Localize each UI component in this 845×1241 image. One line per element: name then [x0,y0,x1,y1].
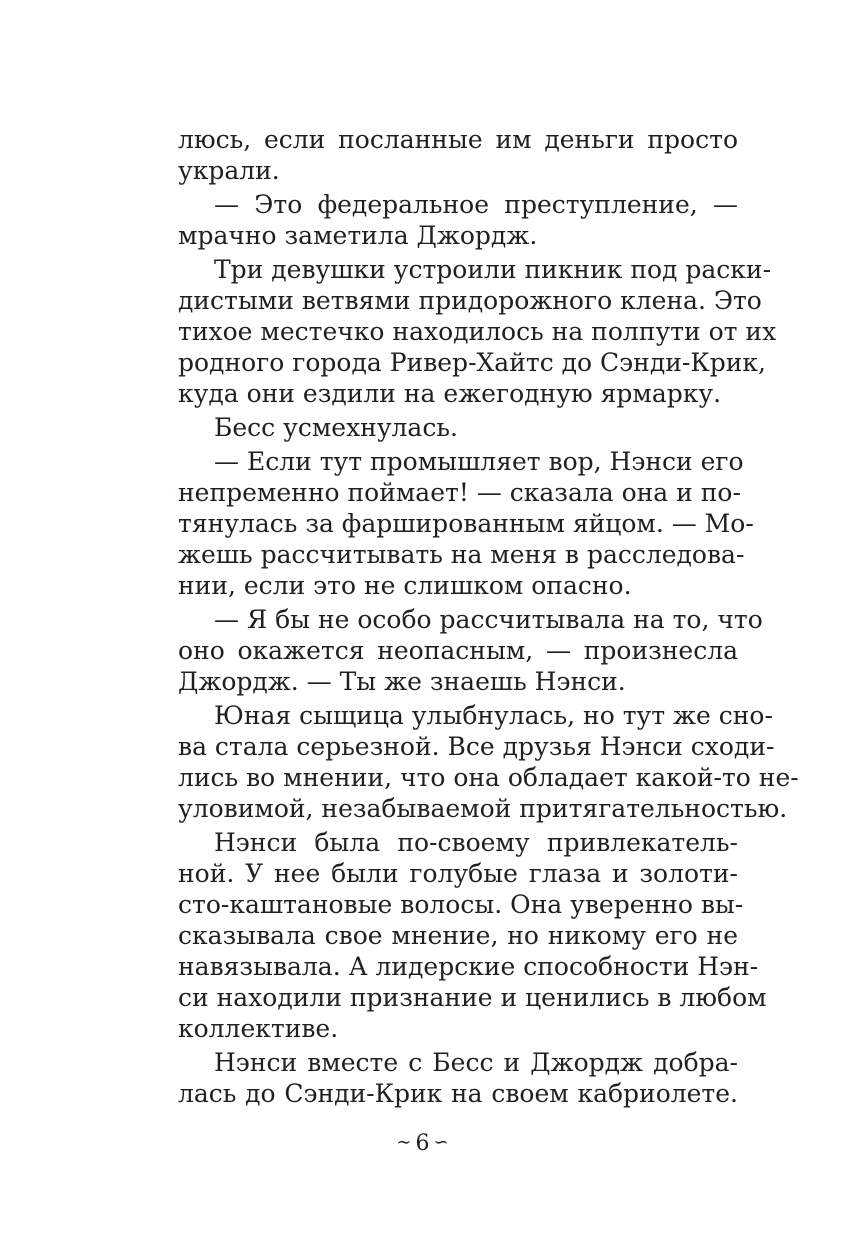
text-line: Нэнси была по-своему привлекатель- [214,828,738,857]
text-line: дистыми ветвями придорожного клена. Это [178,286,762,315]
text-line: родного города Ривер-Хайтс до Сэнди-Крик, [178,348,766,377]
text-line: ва стала серьезной. Все друзья Нэнси сходи- [178,732,775,761]
paragraph [178,1047,738,1109]
right-ornament: ∽ [433,1132,449,1153]
paragraph [178,446,754,601]
text-line: лась до Сэнди-Крик на своем кабриолете. [178,1079,738,1108]
body-text [178,124,799,1109]
text-line: си находили признание и ценились в любом [178,983,767,1012]
page-folio [0,1130,845,1157]
text-line: люсь, если посланные им деньги просто [178,125,738,154]
page-number: 6 [415,1131,430,1156]
text-line: — Если тут промышляет вор, Нэнси его [214,447,744,476]
text-line: сказывала свое мнение, но никому его не [178,921,738,950]
paragraph [178,412,738,443]
text-line: — Это федеральное преступление, — [214,190,738,219]
text-line: Три девушки устроили пикник под раски- [214,255,772,284]
left-ornament: ∼ [396,1132,412,1153]
text-line: коллективе. [178,1014,339,1043]
text-line: тихое местечко находилось на полпути от их [178,317,777,346]
text-line: непременно поймает! — сказала она и по- [178,478,741,507]
paragraph [178,827,767,1044]
text-line: мрачно заметила Джордж. [178,221,538,250]
text-line: Юная сыщица улыбнулась, но тут же сно- [214,701,773,730]
text-line: нии, если это не слишком опасно. [178,571,632,600]
text-line: навязывала. А лидерские способности Нэн- [178,952,759,981]
text-line: украли. [178,156,280,185]
paragraph [178,124,738,186]
paragraph [178,604,763,697]
text-line: Нэнси вместе с Бесс и Джордж добра- [214,1048,738,1077]
text-line: ной. У нее были голубые глаза и золоти- [178,859,738,888]
text-line: Бесс усмехнулась. [214,413,458,442]
text-line: — Я бы не особо рассчитывала на то, что [214,605,763,634]
text-line: лись во мнении, что она обладает какой-то не- [178,763,799,792]
text-line: сто-каштановые волосы. Она уверенно вы- [178,890,744,919]
text-line: оно окажется неопасным, — произнесла [178,636,738,665]
paragraph [178,254,777,409]
paragraph [178,700,799,824]
text-line: тянулась за фаршированным яйцом. — Мо- [178,509,754,538]
paragraph [178,189,738,251]
text-line: уловимой, незабываемой притягательностью. [178,794,788,823]
text-line: Джордж. — Ты же знаешь Нэнси. [178,667,626,696]
text-line: жешь рассчитывать на меня в расследова- [178,540,745,569]
text-line: куда они ездили на ежегодную ярмарку. [178,379,722,408]
